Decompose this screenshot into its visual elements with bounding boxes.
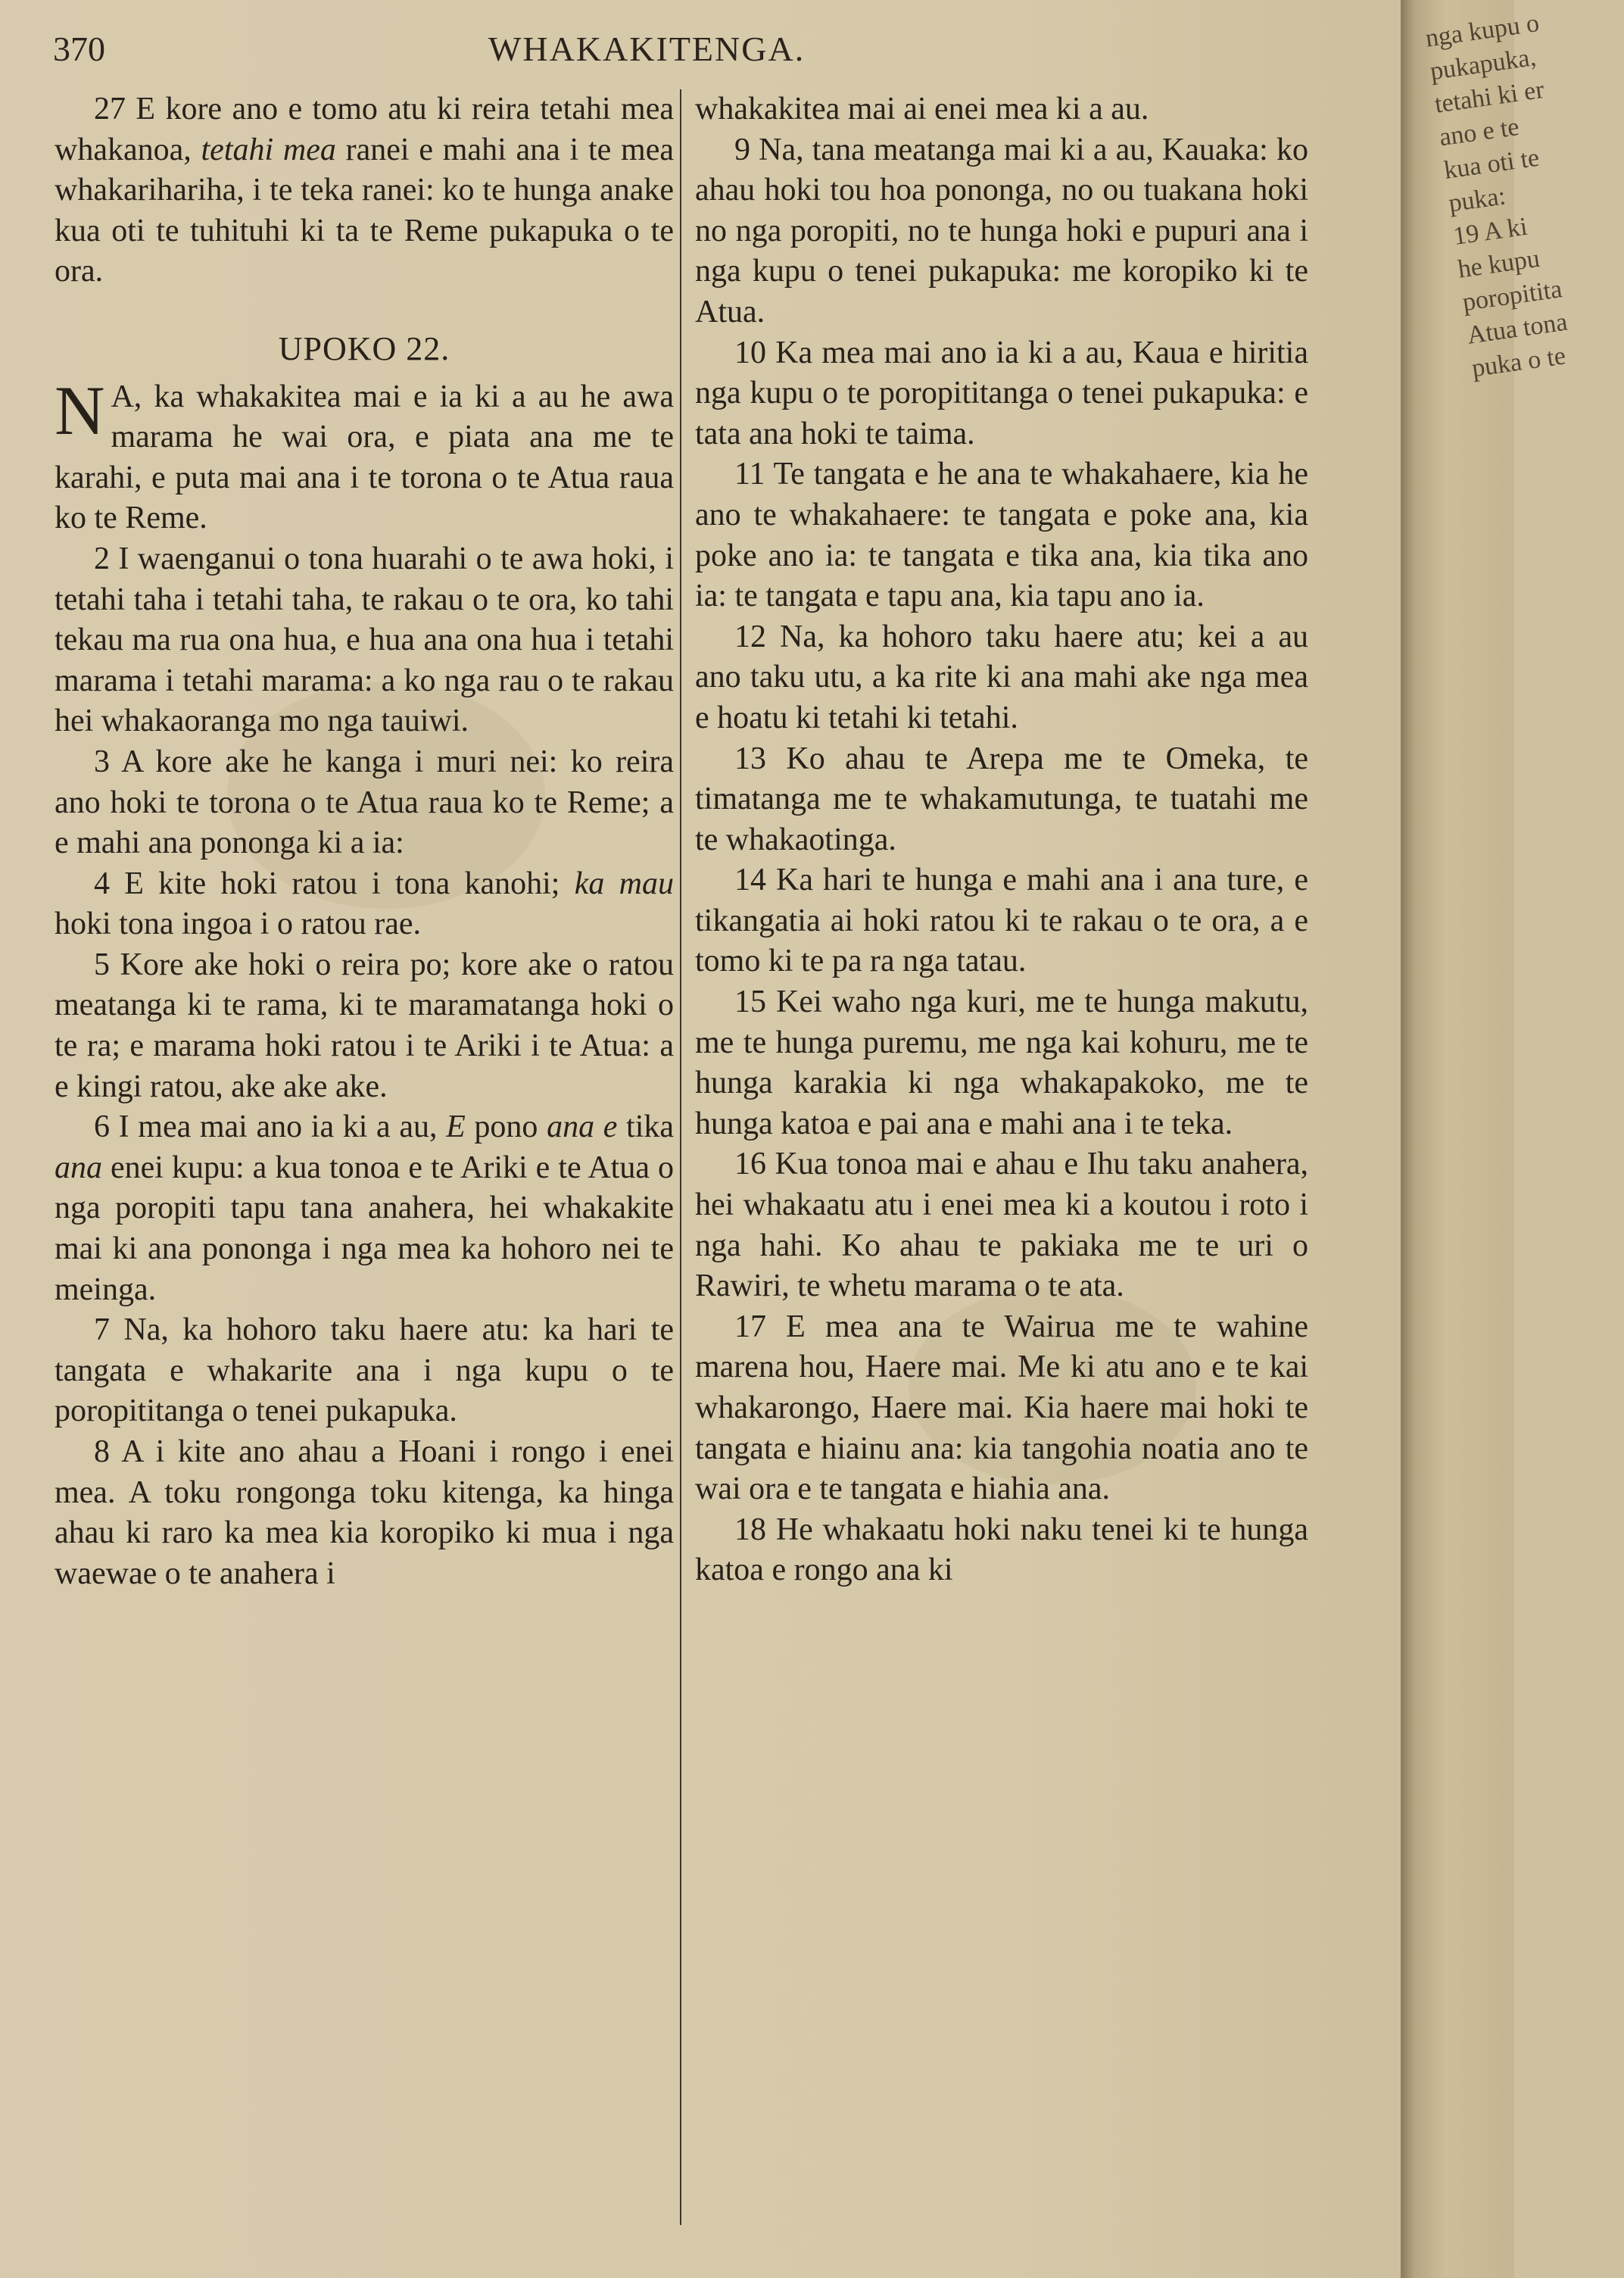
verse-11: 11 Te tangata e he ana te whakahaere, kia he ano te whakahaere: te tangata e poke ana, kia poke ano ia: te tangata e tika ana, kia tika ano ia: te tangata e tapu ana, kia tapu ano ia. — [695, 457, 1308, 614]
page-title: WHAKAKITENGA. — [488, 30, 806, 68]
verse-10: 10 Ka mea mai ano ia ki a au, Kaua e hiritia nga kupu o te poropititanga o tenei pukapuka: e tata ana hoki te taima. — [695, 335, 1308, 451]
bleed-line: tetahi ki er — [1432, 75, 1546, 119]
column-divider — [680, 89, 681, 2225]
left-column — [55, 89, 674, 1594]
verse-4: 4 E kite hoki ratou i tona kanohi; ka mau hoki tona ingoa i o ratou rae. — [55, 866, 674, 942]
bleed-line: puka o te — [1470, 342, 1568, 383]
verse-27: 27 E kore ano e tomo atu ki reira tetahi mea whakanoa, tetahi mea ranei e mahi ana i te mea whakarihariha, i te teka ranei: ko te hunga anake kua oti te tuhituhi ki ta te Reme pukapuka o te ora. — [55, 92, 674, 289]
verse-14: 14 Ka hari te hunga e mahi ana i ana ture, e tikangatia ai hoki ratou ki te rakau o te ora, a e tomo ki te pa ra nga tatau. — [695, 863, 1308, 979]
verse-2: 2 I waenganui o tona huarahi o te awa hoki, i tetahi taha i tetahi taha, te rakau o te ora, ko tahi tekau ma rua ona hua, e hua ana ona hua i tetahi marama i tetahi marama: a ko nga rau o te rakau hei whakaoranga mo nga tauiwi. — [55, 541, 674, 739]
bleed-line: nga kupu o — [1423, 8, 1541, 53]
verse-18: 18 He whakaatu hoki naku tenei ki te hunga katoa e rongo ana ki — [695, 1512, 1308, 1588]
bleed-line: kua oti te — [1442, 143, 1541, 185]
verse-7: 7 Na, ka hohoro taku haere atu: ka hari te tangata e whakarite ana i nga kupu o te poropititanga o tenei pukapuka. — [55, 1312, 674, 1429]
verse-12: 12 Na, ka hohoro taku haere atu; kei a au ano taku utu, a ka rite ki ana mahi ake nga mea e hoatu ki tetahi ki tetahi. — [695, 619, 1308, 735]
verse-1-text: A, ka whakakitea mai e ia ki a au he awa marama he wai ora, e piata ana me te karahi, e puta mai ana i te torona o te Atua raua ko te Reme. — [55, 379, 674, 536]
verse-3: 3 A kore ake he kanga i muri nei: ko reira ano hoki te torona o te Atua raua ko te Reme; a e mahi ana pononga ki a ia: — [55, 744, 674, 861]
bleed-line: 19 A ki — [1451, 212, 1529, 251]
bleed-line: poropitita — [1460, 275, 1564, 317]
verse-1 — [55, 371, 674, 539]
verse-5: 5 Kore ake hoki o reira po; kore ake o ratou meatanga ki te rama, ki te maramatanga hoki o te ra; e marama hoki ratou i te Ariki i te Atua: a e kingi ratou, ake ake ake. — [55, 947, 674, 1104]
verse-16: 16 Kua tonoa mai e ahau e Ihu taku anahera, hei whakaatu atu i enei mea ki a koutou i roto i nga hahi. Ko ahau te pakiaka me te uri o Rawiri, te whetu marama o te ata. — [695, 1147, 1308, 1304]
running-header — [53, 29, 1317, 74]
verse-8: 8 A i kite ano ahau a Hoani i rongo i enei mea. A toku rongonga toku kitenga, ka hinga ahau ki raro ka mea kia koropiko ki mua i nga waewae o te anahera i — [55, 1434, 674, 1591]
verse-8-continued: whakakitea mai ai enei mea ki a au. — [695, 92, 1149, 126]
bleed-line: puka: — [1447, 182, 1507, 218]
right-column — [695, 89, 1308, 1591]
chapter-heading: UPOKO 22. — [278, 329, 450, 367]
verse-9: 9 Na, tana meatanga mai ki a au, Kauaka: ko ahau hoki tou hoa pononga, no ou tuakana hoki no nga poropiti, no te hunga hoki e pupuri ana i nga kupu o tenei pukapuka: me koropiko ki te Atua. — [695, 132, 1308, 329]
bleed-line: ano e te — [1437, 112, 1521, 152]
facing-page-edge — [1401, 0, 1569, 2278]
bleed-line: Atua tona — [1465, 307, 1569, 350]
verse-13: 13 Ko ahau te Arepa me te Omeka, te timatanga me te whakamutunga, te tuatahi me te whakaotinga. — [695, 741, 1308, 857]
facing-page-text — [1423, 2, 1624, 385]
verse-17: 17 E mea ana te Wairua me te wahine marena hou, Haere mai. Me ki atu ano e te kai whakarongo, Haere mai. Kia haere mai hoki te tangata e hiainu ana: kia tangohia noatia ano te wai ora e te tangata e hiahia ana. — [695, 1309, 1308, 1507]
drop-cap: N — [55, 371, 105, 449]
verse-15: 15 Kei waho nga kuri, me te hunga makutu, me te hunga puremu, me nga kai kohuru, me te hunga karakia ki nga whakapakoko, me te hunga katoa e pai ana e mahi ana i te teka. — [695, 985, 1308, 1141]
verse-6: 6 I mea mai ano ia ki a au, E pono ana e tika ana enei kupu: a kua tonoa e te Ariki e te Atua o nga poropiti tapu tana anahera, hei whakakite mai ki ana pononga i nga mea ka hohoro nei te meinga. — [55, 1109, 674, 1307]
bleed-line: he kupu — [1456, 244, 1541, 284]
bleed-line: pukapuka, — [1428, 42, 1538, 86]
page-number: 370 — [53, 30, 105, 68]
